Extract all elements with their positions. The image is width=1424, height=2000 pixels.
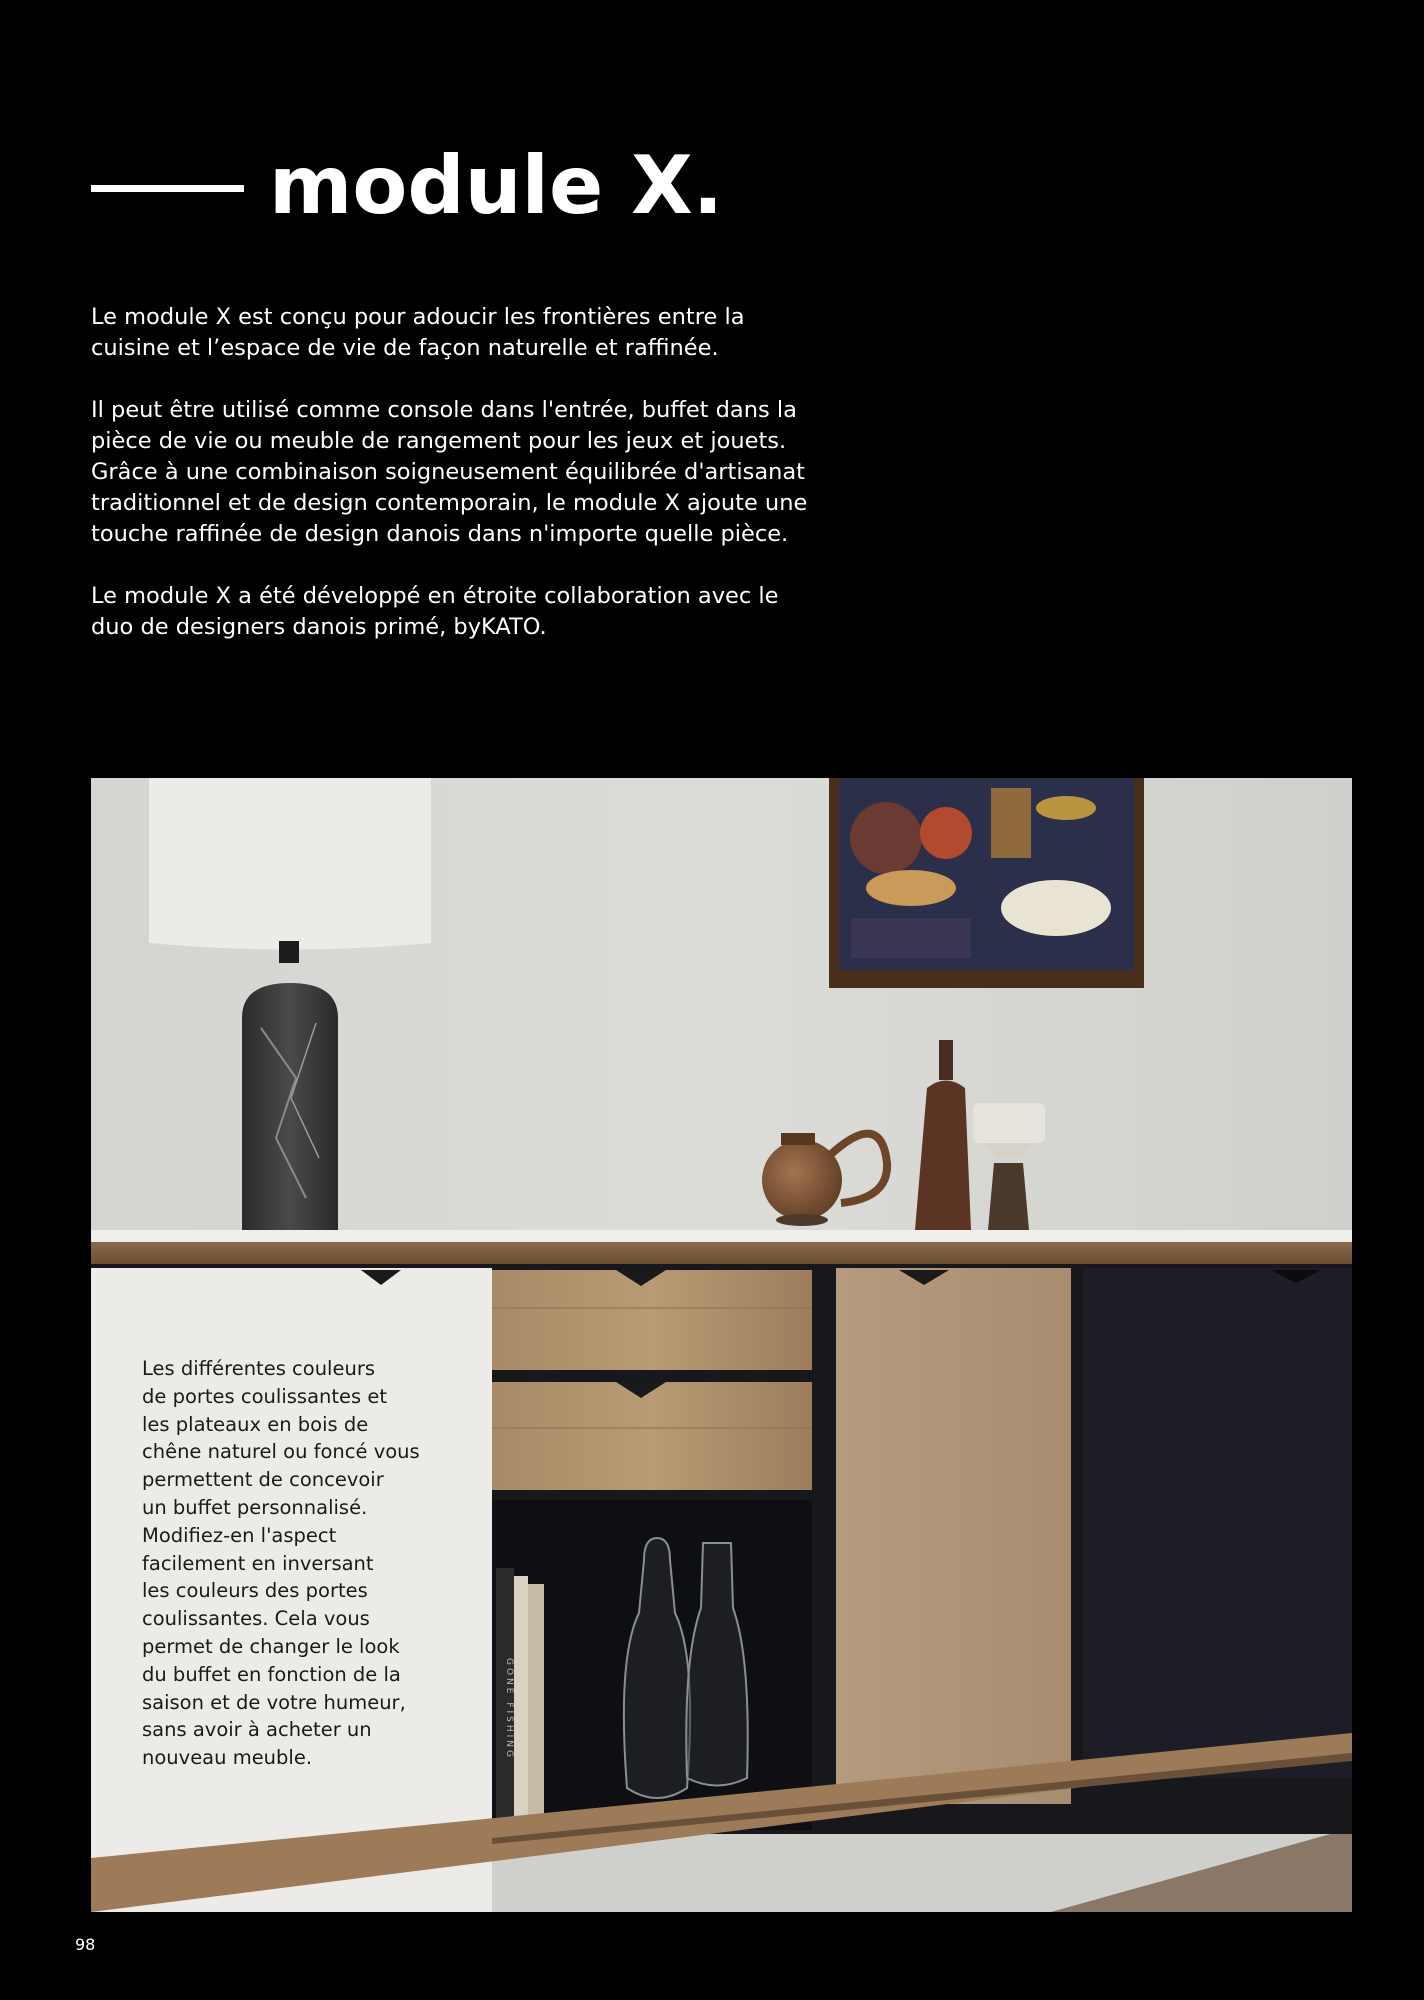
caption-line: permettent de concevoir (142, 1468, 384, 1492)
page-number: 98 (75, 1935, 96, 1954)
caption-line: sans avoir à acheter un (142, 1718, 372, 1742)
page-title: module X. (269, 139, 724, 232)
caption-line: les plateaux en bois de (142, 1412, 369, 1436)
caption-line: coulissantes. Cela vous (142, 1607, 370, 1631)
tan-door (836, 1268, 1071, 1804)
intro-paragraph-3: Le module X a été développé en étroite collaboration avec le duo de designers danois primé, byKATO. (91, 583, 779, 640)
navy-door (1083, 1268, 1352, 1778)
caption-line: nouveau meuble. (142, 1746, 313, 1770)
intro-paragraph-1: Le module X est conçu pour adoucir les frontières entre la cuisine et l’espace de vie de façon naturelle et raffinée. (91, 304, 745, 361)
caption-line: un buffet personnalisé. (142, 1495, 368, 1519)
title-row (91, 128, 723, 248)
book-spine-text: GONE FISHING (504, 1658, 514, 1761)
caption-line: Les différentes couleurs (142, 1357, 376, 1380)
intro-text (91, 302, 811, 674)
caption-line: saison et de votre humeur, (142, 1690, 406, 1714)
caption-line: permet de changer le look (142, 1634, 400, 1658)
oak-top (91, 1242, 1352, 1264)
caption-line: les couleurs des portes (142, 1579, 368, 1603)
caption-line: de portes coulissantes et (142, 1384, 388, 1408)
title-rule-divider (91, 185, 244, 192)
caption-line: facilement en inversant (142, 1551, 374, 1575)
framed-painting (829, 778, 1144, 988)
caption-line: chêne naturel ou foncé vous (142, 1440, 420, 1464)
caption-line: Modifiez-en l'aspect (142, 1523, 337, 1547)
intro-paragraph-2: Il peut être utilisé comme console dans l'entrée, buffet dans la pièce de vie ou meuble de rangement pour les jeux et jouets. Grâce à une combinaison soigneusement équilibrée d'artisanat traditionnel et de design contemporain, le module X ajoute une touche raffinée de design danois dans n'importe quelle pièce. (91, 397, 808, 547)
caption-line: du buffet en fonction de la (142, 1662, 401, 1686)
books (496, 1568, 544, 1843)
caption-text (142, 1355, 442, 1772)
